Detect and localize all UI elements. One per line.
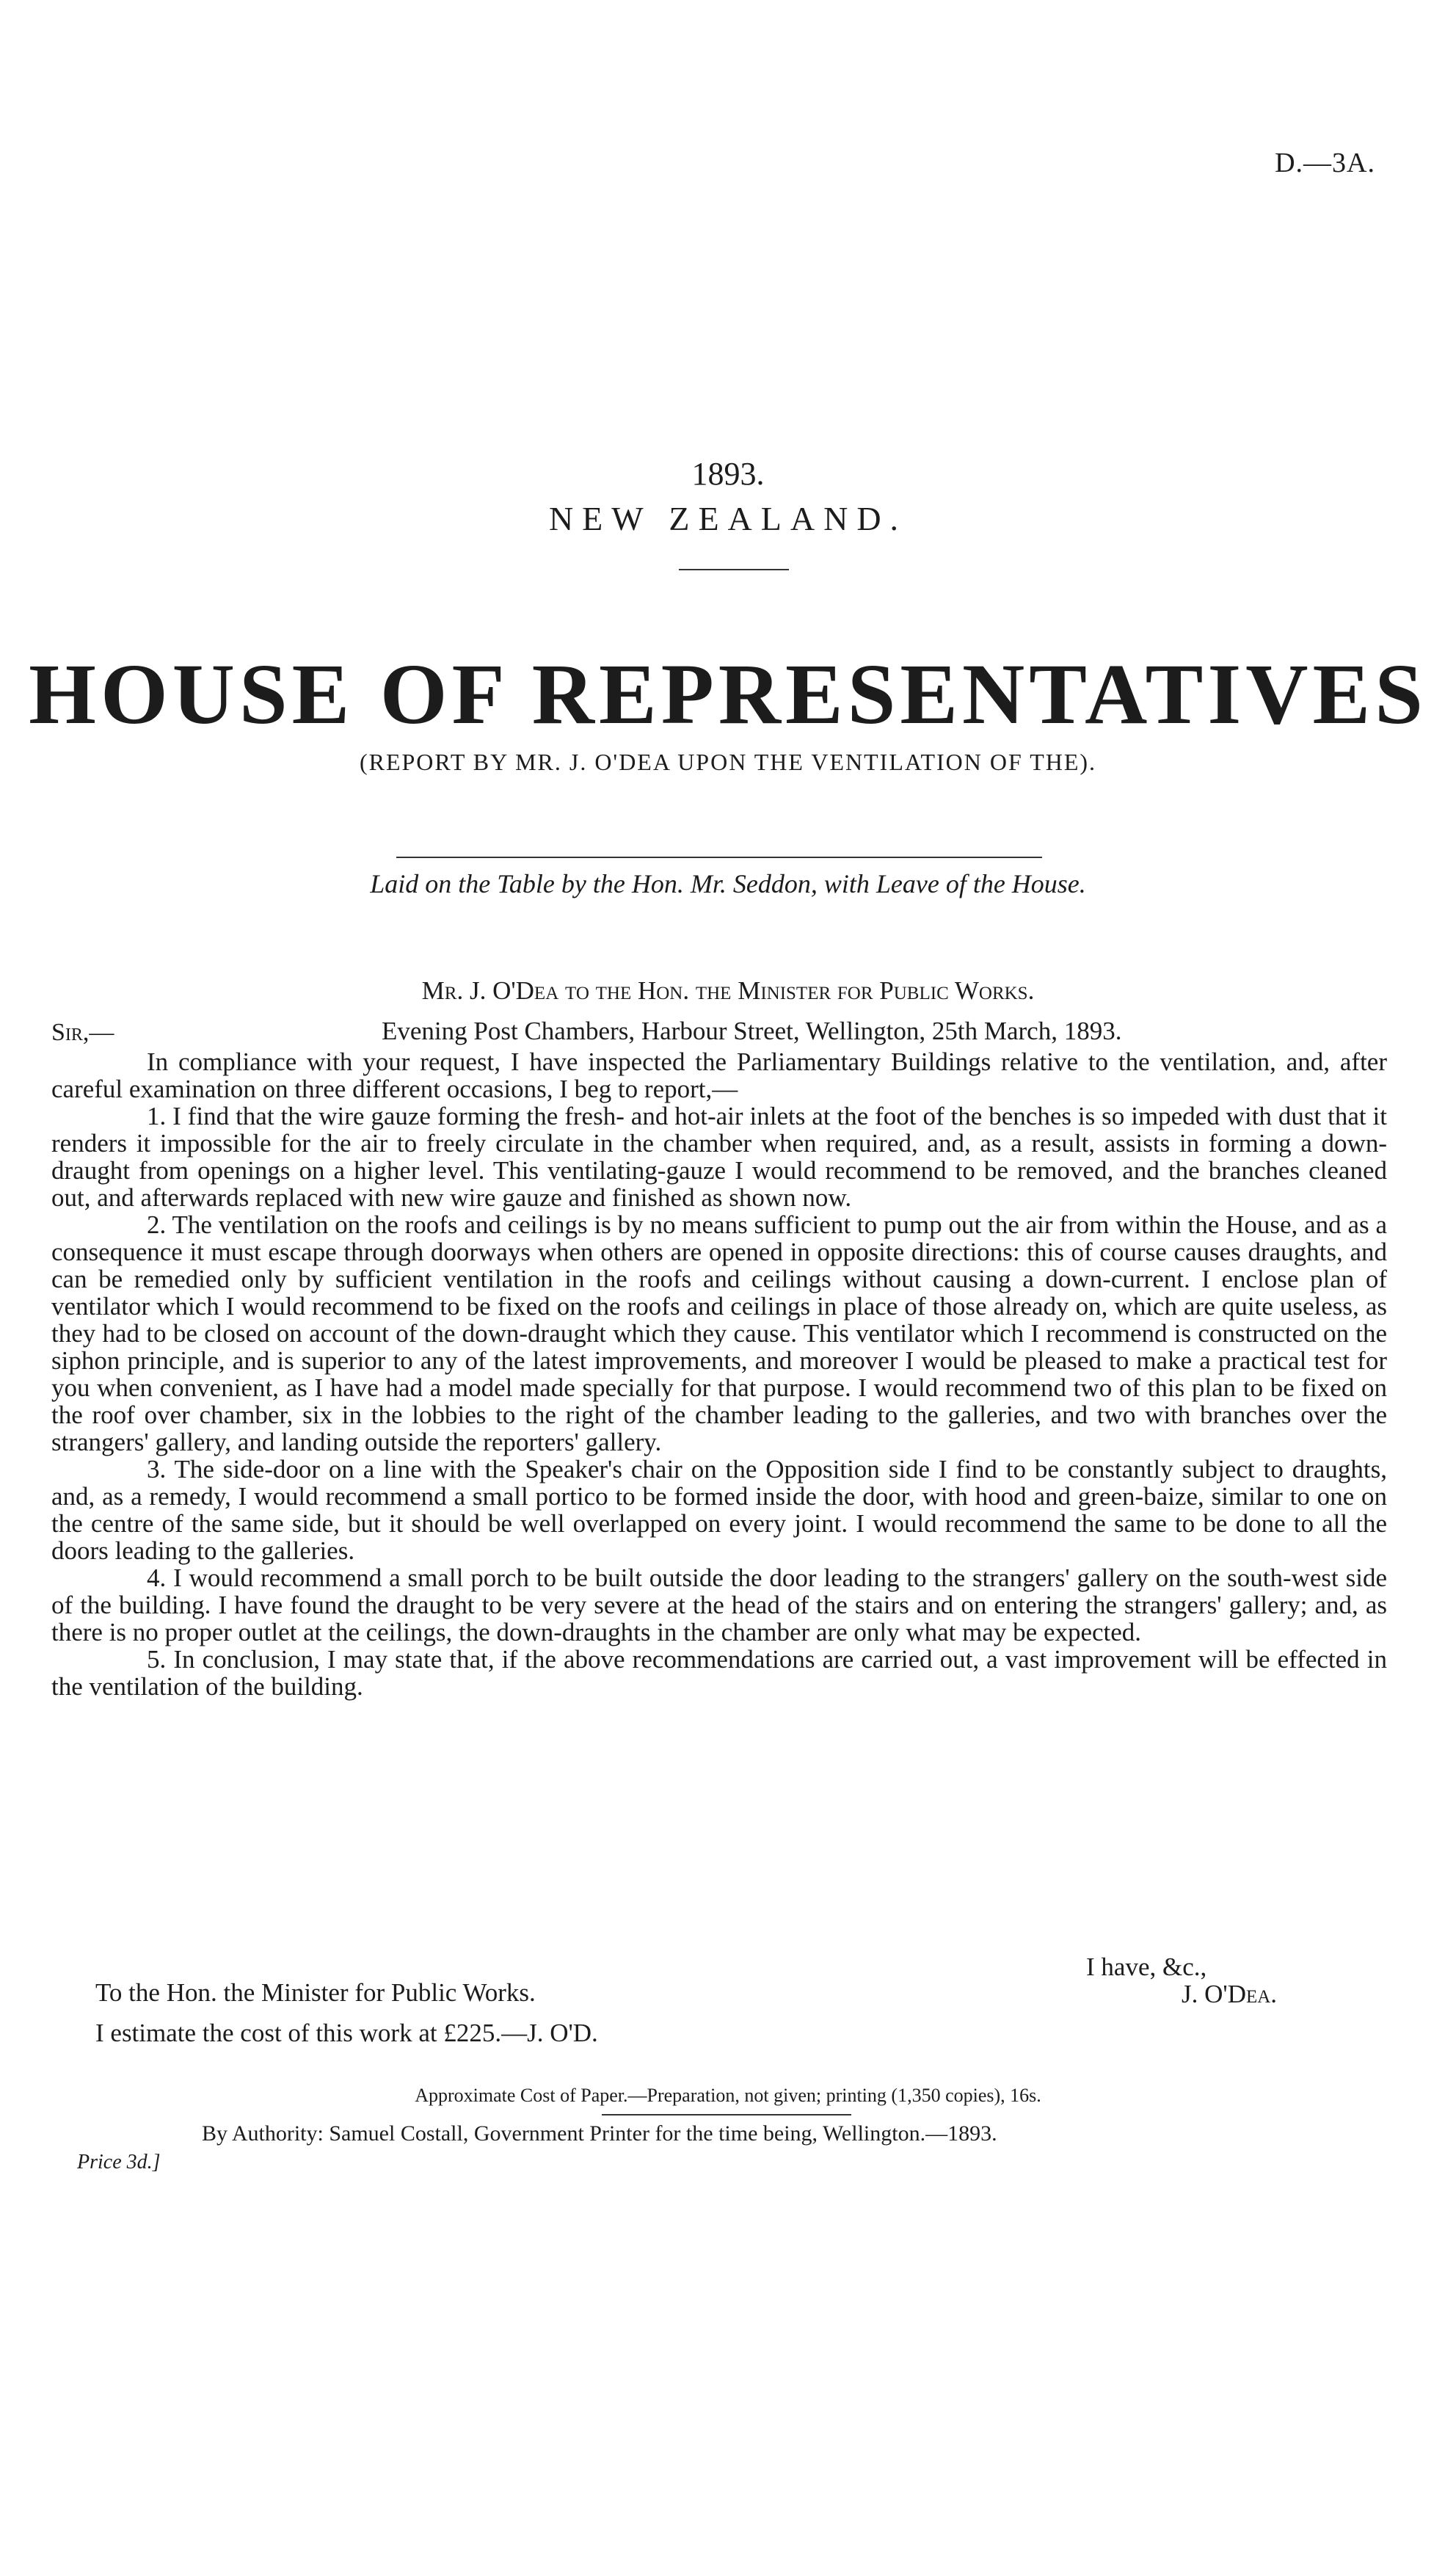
- addressee: To the Hon. the Minister for Public Works.: [95, 1978, 536, 2007]
- divider: [602, 2114, 851, 2115]
- signature: J. O'Dea.: [1182, 1980, 1278, 2008]
- price: Price 3d.]: [77, 2151, 161, 2173]
- cost-estimate: I estimate the cost of this work at £225.—J. O'D.: [95, 2019, 598, 2047]
- laid-on-table-note: Laid on the Table by the Hon. Mr. Seddon, with Leave of the House.: [370, 869, 1086, 898]
- closing: I have, &c.,: [1086, 1953, 1207, 1981]
- printer-authority: By Authority: Samuel Costall, Government Printer for the time being, Wellington.—1893.: [202, 2121, 997, 2146]
- document-reference: D.—3A.: [1275, 148, 1375, 178]
- page-title: HOUSE OF REPRESENTATIVES: [29, 646, 1427, 742]
- divider: [396, 857, 1042, 858]
- paragraph-1: 1. I find that the wire gauze forming the fresh- and hot-air inlets at the foot of the benches is so impeded with dust that it renders it impossible for the air to freely circulate in the chamber when required, and, as a result, assists in forming a down-draught from openings on a higher level. This ventilating-gauze I would recommend to be removed, and the branches cleaned out, and afterwards replaced with new wire gauze and finished as shown now.: [51, 1102, 1387, 1212]
- paragraph-intro: In compliance with your request, I have inspected the Parliamentary Buildings relative to the ventilation, and, after careful examination on three different occasions, I beg to report,—: [51, 1047, 1387, 1103]
- letter-body: [51, 1048, 1387, 1700]
- country: NEW ZEALAND.: [548, 500, 908, 537]
- paragraph-3: 3. The side-door on a line with the Speaker's chair on the Opposition side I find to be constantly subject to draughts, and, as a remedy, I would recommend a small portico to be formed inside the door, with hood and green-baize, similar to one on the centre of the same side, but it should be well overlapped on every joint. I would recommend the same to be done to all the doors leading to the galleries.: [51, 1455, 1387, 1565]
- salutation: Sir,—: [51, 1019, 114, 1046]
- divider: [679, 569, 789, 570]
- page-subtitle: (REPORT BY MR. J. O'DEA UPON THE VENTILATION OF THE).: [359, 749, 1097, 775]
- letter-heading: Mr. J. O'Dea to the Hon. the Minister for Public Works.: [421, 976, 1035, 1005]
- paragraph-2: 2. The ventilation on the roofs and ceilings is by no means sufficient to pump out the air from within the House, and as a consequence it must escape through doorways when others are opened in opposite directions: this of course causes draughts, and can be remedied only by sufficient ventilation in the roofs and ceilings without causing a down-current. I enclose plan of ventilator which I would recommend to be fixed on the roofs and ceilings in place of those already on, which are quite useless, as they had to be closed on account of the down-draught which they cause. This ventilator which I recommend is constructed on the siphon principle, and is superior to any of the latest improvements, and moreover I would be pleased to make a practical test for you when convenient, as I have had a model made specially for that purpose. I would recommend two of this plan to be fixed on the roof over chamber, six in the lobbies to the right of the chamber leading to the galleries, and two with branches over the strangers' gallery, and landing outside the reporters' gallery.: [51, 1210, 1387, 1456]
- paper-cost-note: Approximate Cost of Paper.—Preparation, not given; printing (1,350 copies), 16s.: [415, 2085, 1041, 2106]
- paragraph-5: 5. In conclusion, I may state that, if the above recommendations are carried out, a vast improvement will be effected in the ventilation of the building.: [51, 1645, 1387, 1701]
- sender-address: Evening Post Chambers, Harbour Street, Wellington, 25th March, 1893.: [382, 1017, 1122, 1045]
- paragraph-4: 4. I would recommend a small porch to be built outside the door leading to the strangers' gallery on the south-west side of the building. I have found the draught to be very severe at the head of the stairs and on entering the strangers' gallery; and, as there is no proper outlet at the ceilings, the down-draughts in the chamber are only what may be expected.: [51, 1563, 1387, 1646]
- year: 1893.: [691, 456, 765, 492]
